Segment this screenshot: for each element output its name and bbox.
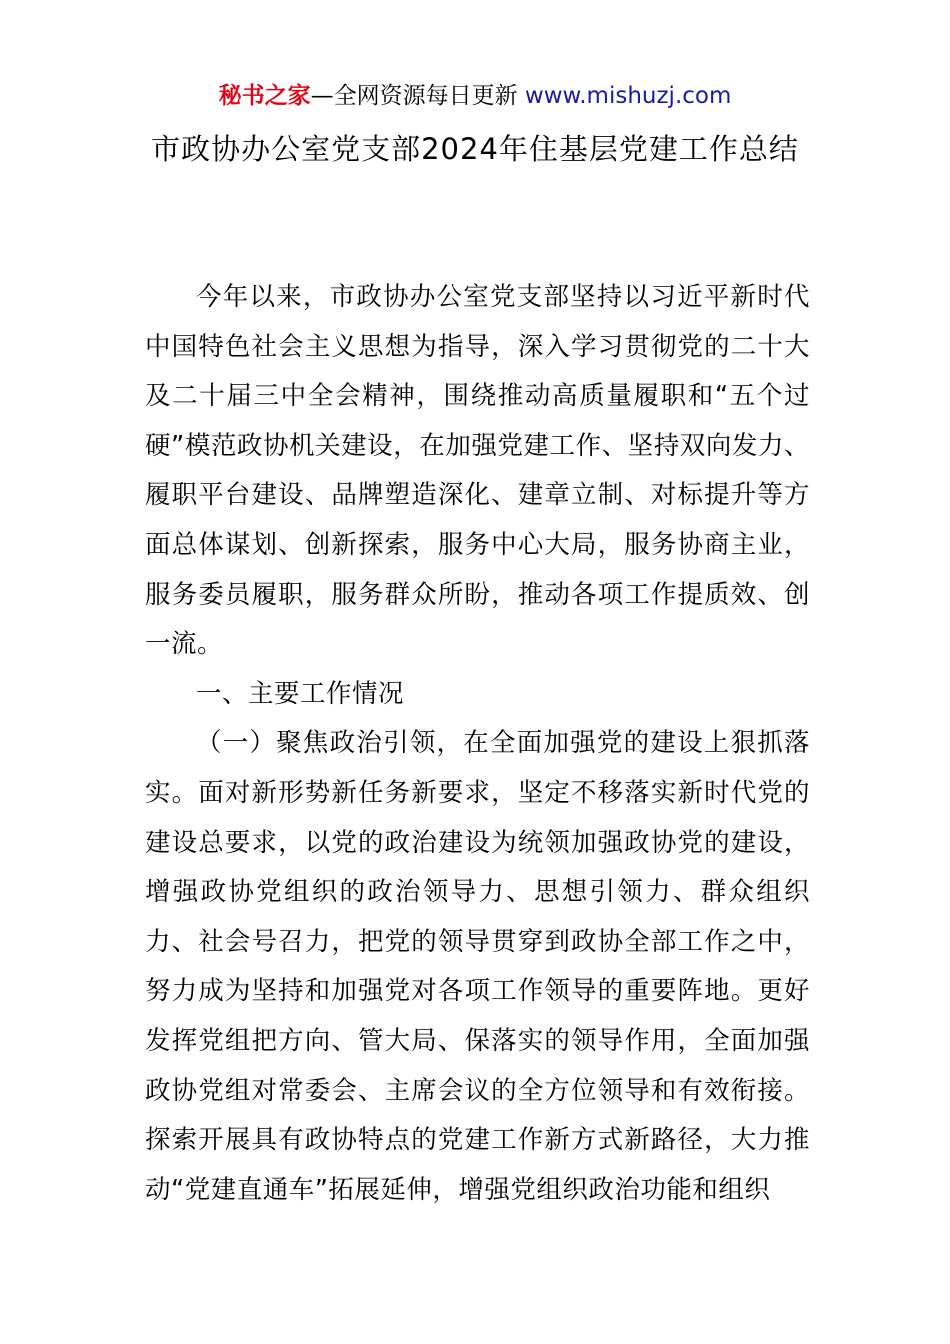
site-url-link[interactable]: www.mishuzj.com	[524, 83, 732, 109]
subsection-paragraph: （一）聚焦政治引领，在全面加强党的建设上狠抓落实。面对新形势新任务新要求，坚定不移落实新时代党的建设总要求，以党的政治建设为统领加强政协党的建设，增强政协党组织的政治领导力、思想引领力、群众组织力、社会号召力，把党的领导贯穿到政协全部工作之中，努力成为坚持和加强党对各项工作领导的重要阵地。更好发挥党组把方向、管大局、保落实的领导作用，全面加强政协党组对常委会、主席会议的全方位领导和有效衔接。探索开展具有政协特点的党建工作新方式新路径，大力推动“党建直通车”拓展延伸，增强党组织政治功能和组织	[145, 728, 810, 1205]
document-body	[145, 273, 810, 1215]
intro-paragraph: 今年以来，市政协办公室党支部坚持以习近平新时代中国特色社会主义思想为指导，深入学习贯彻党的二十大及二十届三中全会精神，围绕推动高质量履职和“五个过硬”模范政协机关建设，在加强党建工作、坚持双向发力、履职平台建设、品牌塑造深化、建章立制、对标提升等方面总体谋划、创新探索，服务中心大局，服务协商主业，服务委员履职，服务群众所盼，推动各项工作提质效、创一流。	[145, 282, 810, 660]
section-heading: 一、主要工作情况	[196, 678, 405, 709]
brand-name: 秘书之家	[218, 83, 311, 109]
site-header	[0, 80, 950, 112]
site-tagline: —全网资源每日更新	[310, 83, 525, 109]
document-title: 市政协办公室党支部2024年住基层党建工作总结	[151, 132, 799, 166]
